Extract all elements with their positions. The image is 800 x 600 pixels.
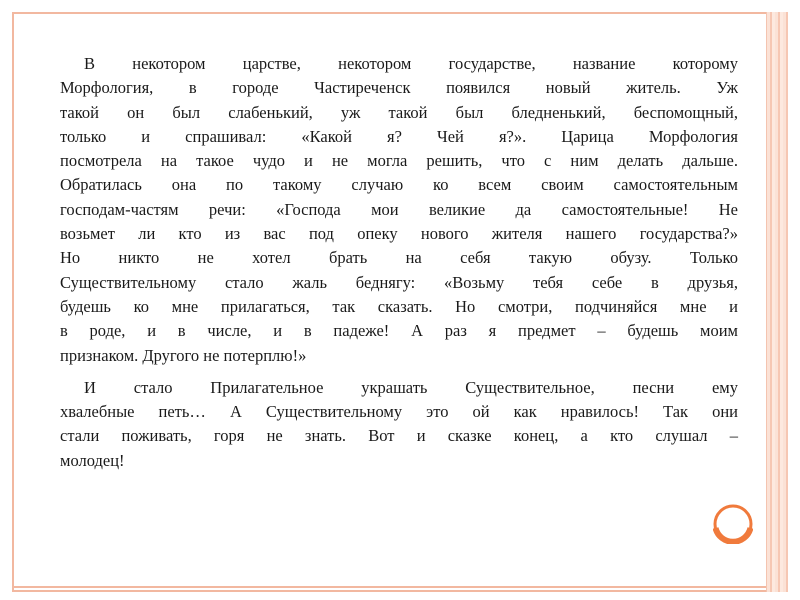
orange-ring-icon bbox=[713, 504, 753, 544]
story-paragraph-1 bbox=[36, 52, 738, 368]
text-line: господам-частям речи: «Господа мои великие да самостоятельные! Не bbox=[60, 199, 738, 219]
text-line: Существительному стало жаль беднягу: «Возьму тебя себе в друзья, bbox=[60, 272, 738, 292]
text-line: только и спрашивал: «Какой я? Чей я?». Царица Морфология bbox=[60, 126, 738, 146]
text-line: Морфология, в городе Частиреченск появился новый житель. Уж bbox=[60, 78, 738, 98]
text-line: признаком. Другого не потерплю!» bbox=[60, 345, 307, 365]
text-line: Обратилась она по такому случаю ко всем своим самостоятельным bbox=[60, 175, 738, 195]
story-text bbox=[36, 52, 738, 473]
bottom-border-line bbox=[12, 586, 766, 588]
decorative-side-stripes bbox=[766, 12, 788, 592]
text-line: молодец! bbox=[60, 450, 125, 470]
text-line: возьмет ли кто из вас под опеку нового жителя нашего государства?» bbox=[60, 224, 738, 244]
text-line: в роде, и в числе, и в падеже! А раз я предмет – будешь моим bbox=[60, 321, 738, 341]
text-line: посмотрела на такое чудо и не могла решить, что с ним делать дальше. bbox=[60, 151, 738, 171]
text-line: И стало Прилагательное украшать Существительное, песни ему bbox=[84, 377, 738, 397]
text-line: хвалебные петь… А Существительному это ой как нравилось! Так они bbox=[60, 402, 738, 422]
text-line: стали поживать, горя не знать. Вот и сказке конец, а кто слушал – bbox=[60, 426, 738, 446]
text-line: будешь ко мне прилагаться, так сказать. Но смотри, подчиняйся мне и bbox=[60, 296, 738, 316]
text-line: В некотором царстве, некотором государстве, название которому bbox=[84, 54, 738, 73]
story-paragraph-2 bbox=[36, 376, 738, 473]
text-line: такой он был слабенький, уж такой был бледненький, беспомощный, bbox=[60, 102, 738, 122]
text-line: Но никто не хотел брать на себя такую обузу. Только bbox=[60, 248, 738, 268]
